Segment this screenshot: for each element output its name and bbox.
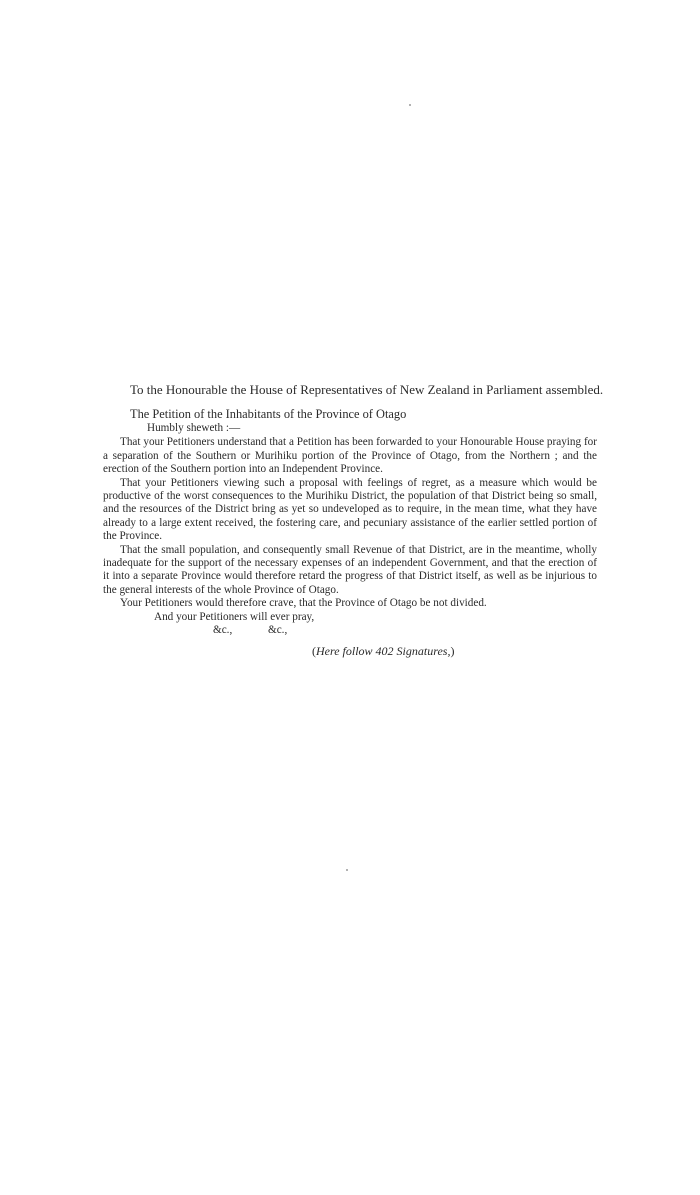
petition-paragraph: That the small population, and consequently small Revenue of that District, are in the meantime, wholly inadequate for the support of the necessary expenses of an independent Government, and that the erection of it into a separate Province would therefore retard the progress of that District itself, as well as be injurious to the general interests of the whole Province of Otago. (103, 543, 597, 596)
petition-paragraph: Your Petitioners would therefore crave, that the Province of Otago be not divided. (120, 597, 487, 610)
petition-address: To the Honourable the House of Representatives of New Zealand in Parliament assembled. (130, 382, 604, 397)
petition-etc (103, 624, 597, 637)
signatures-open-paren: ( (312, 643, 316, 658)
signatures-text: Here follow 402 Signatures, (316, 643, 451, 658)
petition-closing: And your Petitioners will ever pray, (154, 610, 315, 623)
etc-mark: &c., (268, 624, 288, 637)
petition-paragraph: That your Petitioners understand that a Petition has been forwarded to your Honourable House praying for a separation of the Southern or Murihiku portion of the Province of Otago, from the Northern ; and the erection of the Southern portion into an Independent Province. (103, 436, 597, 476)
signatures-note (103, 645, 597, 658)
petition-salutation: Humbly sheweth :— (147, 422, 241, 434)
petition-text (103, 382, 604, 658)
etc-mark: &c., (213, 624, 233, 637)
petition-heading: The Petition of the Inhabitants of the Province of Otago (130, 407, 407, 421)
scan-speck (346, 869, 348, 871)
scan-speck (409, 104, 411, 106)
signatures-close-paren: ) (450, 643, 455, 658)
petition-paragraph: That your Petitioners viewing such a proposal with feelings of regret, as a measure which would be productive of the worst consequences to the Murihiku District, the population of that District being so small, and the resources of the District bring as yet so undeveloped as to require, in the mean time, what they have already to a large extent received, the fostering care, and pecuniary assistance of the earlier settled portion of the Province. (103, 476, 597, 543)
